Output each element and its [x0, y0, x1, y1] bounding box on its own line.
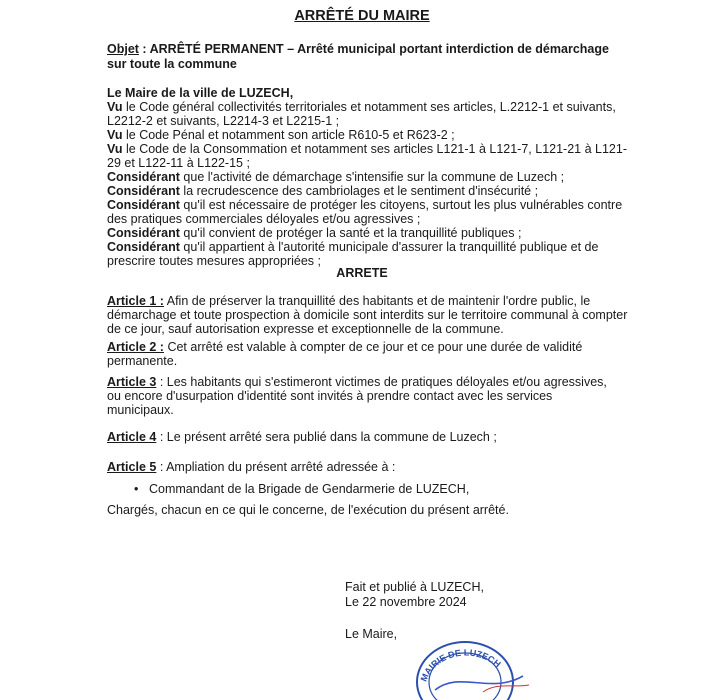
considerant-keyword: Considérant: [107, 198, 180, 212]
stamp-signature-stroke-2: [483, 685, 529, 692]
objet-label: Objet: [107, 42, 139, 56]
article-1-line-2: démarchage et toute prospection à domicile sont interdits sur le territoire communal à compter: [107, 308, 628, 322]
considerant-2: [107, 184, 538, 199]
vu-2-text: le Code Pénal et notamment son article R610-5 et R623-2 ;: [122, 128, 455, 142]
objet-line-1: [107, 42, 609, 57]
article-5: [107, 460, 395, 475]
considerant-1-text: que l'activité de démarchage s'intensifie sur la commune de Luzech ;: [179, 170, 565, 184]
stamp-signature-stroke: [435, 676, 523, 690]
considerant-keyword: Considérant: [107, 184, 180, 198]
article-4-label: Article 4: [107, 430, 157, 444]
article-2-text: Cet arrêté est valable à compter de ce jour et ce pour une durée de validité: [163, 340, 583, 354]
mayor-intro: Le Maire de la ville de LUZECH,: [107, 86, 294, 100]
vu-2: [107, 128, 455, 143]
article-2-line-2: permanente.: [107, 354, 178, 368]
charges-line: Chargés, chacun en ce qui le concerne, de l'exécution du présent arrêté.: [107, 503, 509, 517]
recipient: Commandant de la Brigade de Gendarmerie de LUZECH,: [149, 482, 470, 496]
signature-date: Le 22 novembre 2024: [345, 595, 467, 609]
article-1-line-1: [107, 294, 590, 309]
vu-1-line-1: [107, 100, 616, 115]
signature-place: Fait et publié à LUZECH,: [345, 580, 484, 594]
considerant-5-line-2: prescrire toutes mesures appropriées ;: [107, 254, 321, 268]
vu-3-line-2: 29 et L122-11 à L122-15 ;: [107, 156, 250, 170]
vu-keyword: Vu: [107, 142, 123, 156]
article-1-label: Article 1 :: [107, 294, 164, 308]
article-1-text: Afin de préserver la tranquillité des habitants et de maintenir l'ordre public, le: [163, 294, 591, 308]
vu-keyword: Vu: [107, 128, 123, 142]
vu-1-line-2: L2212-2 et suivants, L2214-3 et L2215-1 ;: [107, 114, 340, 128]
signatory: Le Maire,: [345, 627, 398, 641]
considerant-keyword: Considérant: [107, 170, 180, 184]
article-3-line-2: ou encore d'usurpation d'identité sont invités à prendre contact avec les services: [107, 389, 553, 403]
considerant-keyword: Considérant: [107, 240, 180, 254]
vu-keyword: Vu: [107, 100, 123, 114]
vu-1-text: le Code général collectivités territoriales et notamment ses articles, L.2212-1 et suivants,: [122, 100, 616, 114]
considerant-3-line-1: [107, 198, 622, 213]
article-3-line-3: municipaux.: [107, 403, 174, 417]
article-2-line-1: [107, 340, 582, 355]
stamp-text: MAIRIE DE LUZECH: [418, 647, 503, 683]
vu-3-text: le Code de la Consommation et notamment ses articles L121-1 à L121-7, L121-21 à L121-: [122, 142, 627, 156]
considerant-5-line-1: [107, 240, 598, 255]
vu-3-line-1: [107, 142, 627, 157]
objet-text-1: ARRÊTÉ PERMANENT – Arrêté municipal portant interdiction de démarchage: [149, 42, 609, 56]
considerant-4: [107, 226, 521, 241]
considerant-2-text: la recrudescence des cambriolages et le sentiment d'insécurité ;: [179, 184, 539, 198]
arrete-heading: ARRETE: [336, 266, 388, 280]
mairie-stamp-icon: [405, 630, 535, 700]
considerant-keyword: Considérant: [107, 226, 180, 240]
bullet-icon: •: [134, 482, 139, 496]
considerant-4-text: qu'il convient de protéger la santé et la tranquillité publiques ;: [179, 226, 522, 240]
article-5-text: : Ampliation du présent arrêté adressée à :: [156, 460, 396, 474]
considerant-3-line-2: des pratiques commerciales déloyales et/ou agressives ;: [107, 212, 421, 226]
objet-separator: :: [138, 42, 150, 56]
article-3-line-1: [107, 375, 607, 390]
article-4-text: : Le présent arrêté sera publié dans la commune de Luzech ;: [156, 430, 497, 444]
article-5-label: Article 5: [107, 460, 157, 474]
article-2-label: Article 2 :: [107, 340, 164, 354]
considerant-3-text: qu'il est nécessaire de protéger les citoyens, surtout les plus vulnérables contre: [179, 198, 623, 212]
considerant-5-text: qu'il appartient à l'autorité municipale d'assurer la tranquillité publique et de: [179, 240, 599, 254]
article-3-text: : Les habitants qui s'estimeront victimes de pratiques déloyales et/ou agressives,: [156, 375, 607, 389]
document-title: ARRÊTÉ DU MAIRE: [294, 8, 430, 24]
article-4: [107, 430, 497, 445]
article-1-line-3: de ce jour, sauf autorisation expresse et exceptionnelle de la commune.: [107, 322, 504, 336]
objet-line-2: sur toute la commune: [107, 57, 237, 71]
considerant-1: [107, 170, 564, 185]
article-3-label: Article 3: [107, 375, 157, 389]
